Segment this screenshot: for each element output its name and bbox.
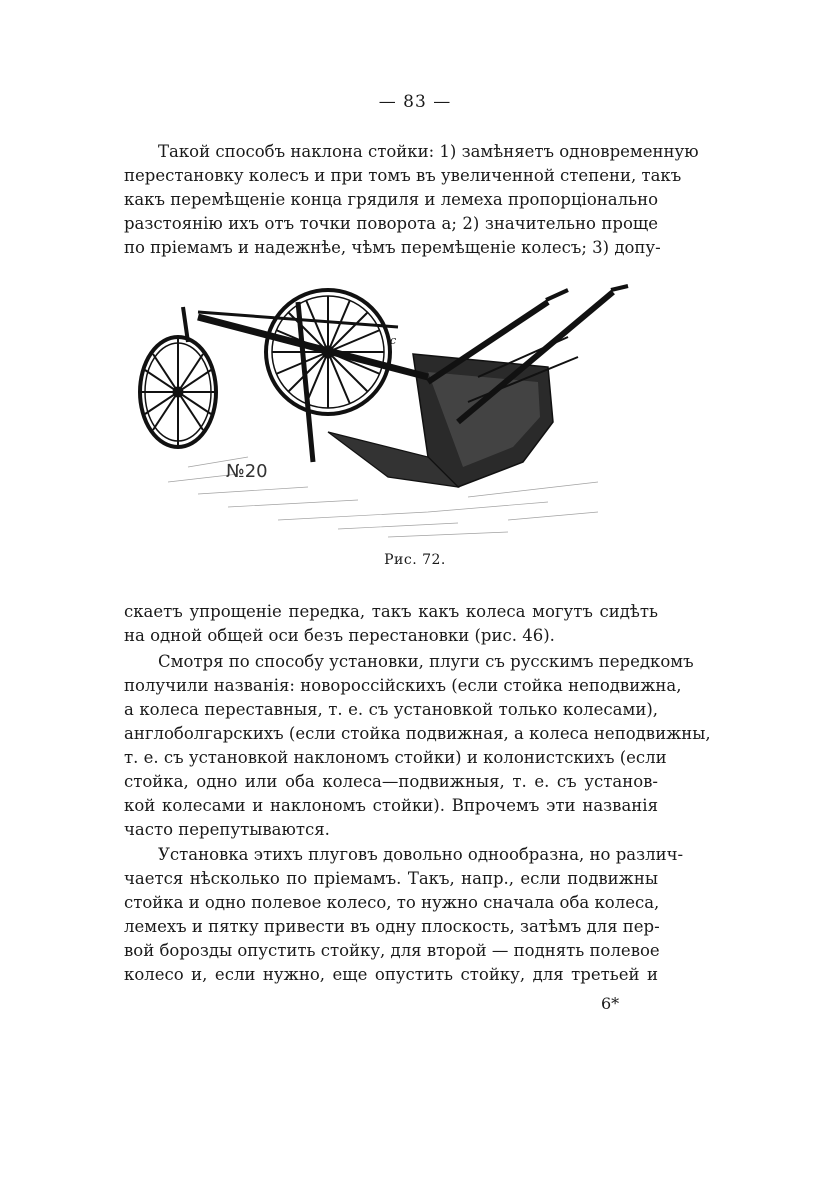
text-line: англоболгарскихъ (если стойка подвижная, а колеса неподвижны, — [124, 724, 711, 743]
text-line: а колеса переставныя, т. е. съ установкой только колесами), — [124, 700, 658, 719]
text-line: вой борозды опустить стойку, для второй — поднять полевое — [124, 941, 660, 960]
signature-mark: 6* — [601, 994, 620, 1013]
text-line: Установка этихъ плуговъ довольно однообразна, но различ- — [158, 845, 684, 864]
text-line: получили названія: новороссійскихъ (если стойка неподвижна, — [124, 676, 682, 695]
plow-illustration — [128, 282, 658, 552]
paragraph-install — [124, 843, 684, 987]
text-line: разстоянію ихъ отъ точки поворота a; 2) значительно проще — [124, 214, 658, 233]
text-line: чается нѣсколько по пріемамъ. Такъ, напр., если подвижны — [124, 869, 658, 888]
text-line: Смотря по способу установки, плуги съ русскимъ передкомъ — [158, 652, 694, 671]
text-line: скаетъ упрощеніе передка, такъ какъ колеса могутъ сидѣть — [124, 602, 658, 621]
text-line: на одной общей оси безъ перестановки (рис. 46). — [124, 626, 555, 645]
text-line: колесо и, если нужно, еще опустить стойку, для третьей и — [124, 965, 658, 984]
page-number: — 83 — — [378, 92, 452, 112]
paragraph-names — [124, 650, 711, 842]
figure-caption: Рис. 72. — [384, 552, 446, 568]
paragraph-mid — [124, 600, 658, 648]
text-line: стойка и одно полевое колесо, то нужно сначала оба колеса, — [124, 893, 660, 912]
plow-drawing — [128, 282, 658, 552]
figure-mark-c: c — [390, 334, 397, 347]
figure-number-label: №20 — [226, 461, 268, 482]
text-line: т. е. съ установкой наклономъ стойки) и колонистскихъ (если — [124, 748, 667, 767]
text-line: какъ перемѣщеніе конца грядиля и лемеха пропорціонально — [124, 190, 658, 209]
text-line: перестановку колесъ и при томъ въ увеличенной степени, такъ — [124, 166, 682, 185]
text-line: лемехъ и пятку привести въ одну плоскость, затѣмъ для пер- — [124, 917, 660, 936]
text-line: Такой способъ наклона стойки: 1) замѣняетъ одновременную — [158, 142, 699, 161]
text-line: по пріемамъ и надежнѣе, чѣмъ перемѣщеніе колесъ; 3) допу- — [124, 238, 661, 257]
paragraph-top — [124, 140, 699, 260]
text-line: кой колесами и наклономъ стойки). Впрочемъ эти названія — [124, 796, 658, 815]
text-line: стойка, одно или оба колеса—подвижныя, т. е. съ установ- — [124, 772, 658, 791]
text-line: часто перепутываются. — [124, 820, 330, 839]
